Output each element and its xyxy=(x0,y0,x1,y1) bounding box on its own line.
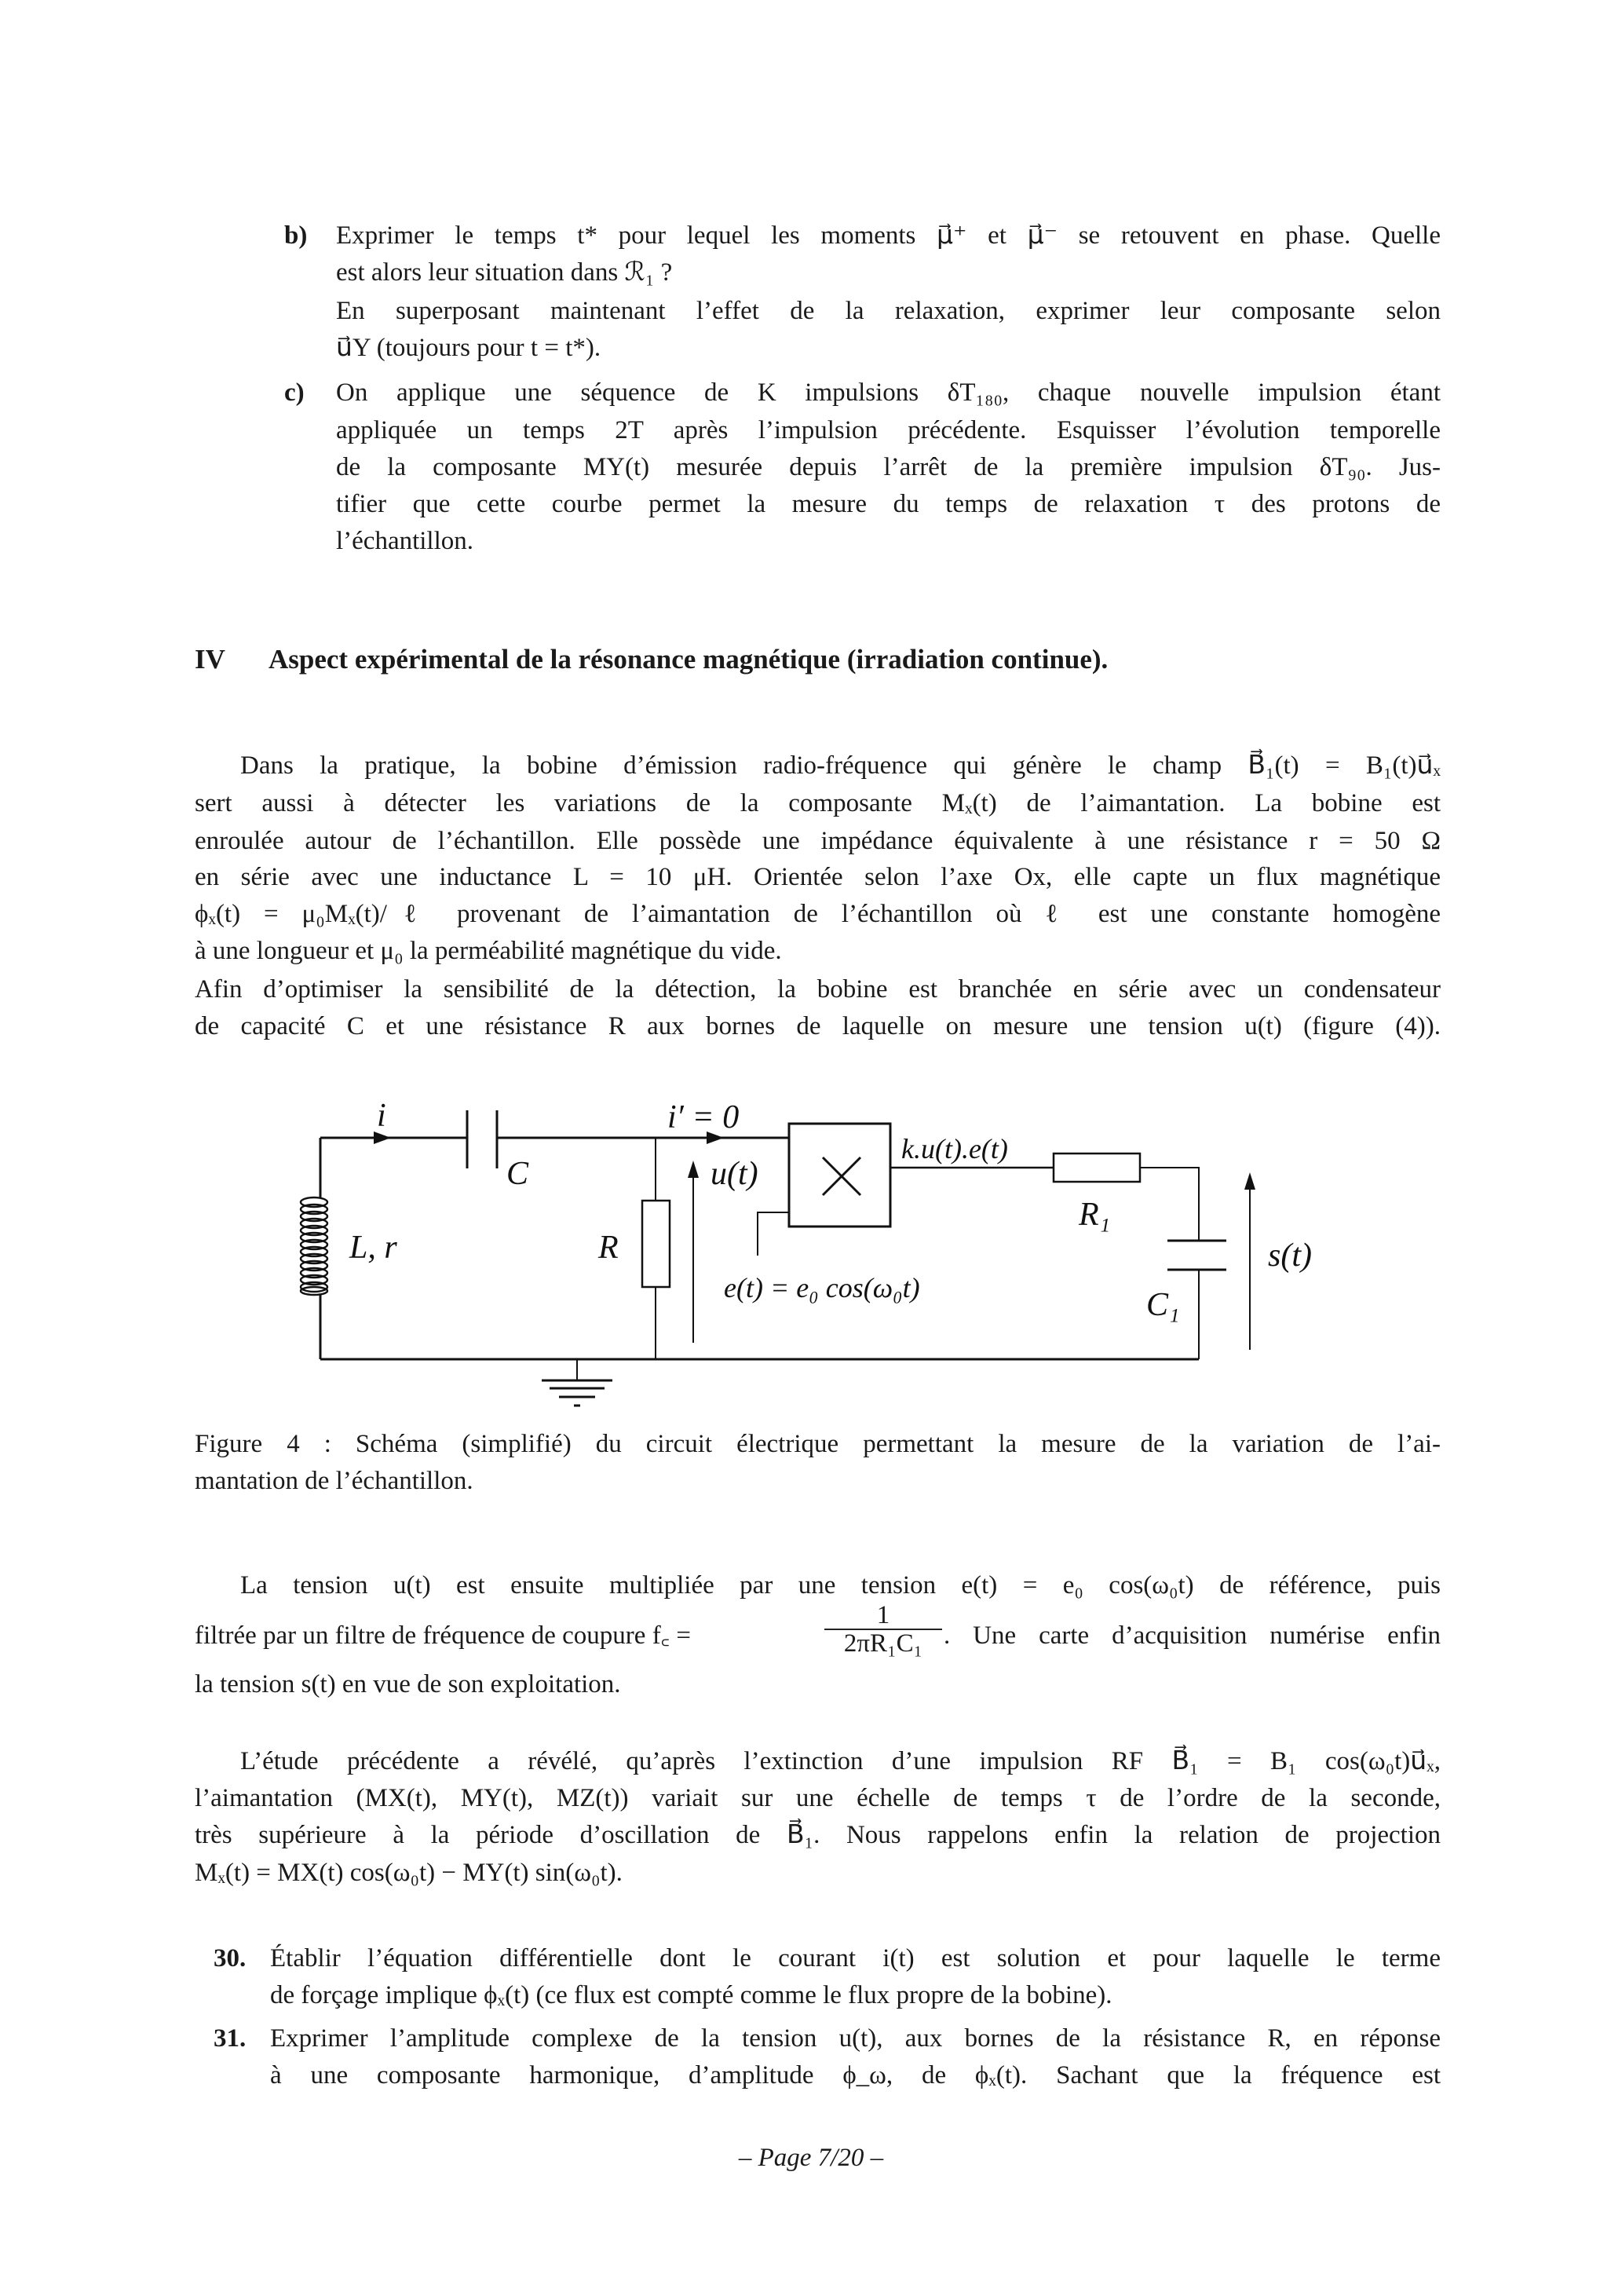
label-r: R xyxy=(598,1230,619,1266)
label-e: e(t) = e₀ cos(ω₀t) xyxy=(724,1272,920,1303)
paragraph-line: Mₓ(t) = MX(t) cos(ω₀t) − MY(t) sin(ω₀t). xyxy=(195,1859,623,1887)
question-30-number: 30. xyxy=(214,1944,247,1972)
cutoff-fraction xyxy=(824,1602,942,1657)
section-title: Aspect expérimental de la résonance magnétique (irradiation continue). xyxy=(269,644,1109,675)
page-number: – Page 7/20 – xyxy=(738,2144,884,2172)
paragraph-line: la tension s(t) en vue de son exploitation. xyxy=(195,1670,621,1698)
question-30-line: de forçage implique ϕₓ(t) (ce flux est compté comme le flux propre de la bobine). xyxy=(270,1981,1112,2009)
label-c1: C₁ xyxy=(1146,1287,1180,1323)
item-c-line: On applique une séquence de K impulsions δT₁₈₀, chaque nouvelle impulsion étant xyxy=(336,378,1441,407)
resistor-r xyxy=(642,1201,670,1287)
item-b-line: Exprimer le temps t* pour lequel les moments μ⃗⁺ et μ⃗⁻ se retouvent en phase. Quelle xyxy=(336,221,1441,250)
paragraph-line: ϕₓ(t) = μ₀Mₓ(t)/ℓ provenant de l’aimantation de l’échantillon où ℓ est une constante homogène xyxy=(195,900,1441,928)
label-product: k.u(t).e(t) xyxy=(901,1133,1008,1164)
item-c-line: appliquée un temps 2T après l’impulsion précédente. Esquisser l’évolution temporelle xyxy=(336,416,1441,444)
paragraph-line: . Une carte d’acquisition numérise enfin xyxy=(944,1621,1441,1650)
label-s: s(t) xyxy=(1268,1238,1312,1274)
inductor-coil xyxy=(301,1197,327,1295)
arrowhead-s xyxy=(1244,1172,1255,1190)
paragraph-line: Dans la pratique, la bobine d’émission radio-fréquence qui génère le champ B⃗₁(t) = B₁(t)u⃗ₓ xyxy=(240,751,1441,780)
paragraph-line: de capacité C et une résistance R aux bornes de laquelle on mesure une tension u(t) (figure (4)). xyxy=(195,1012,1441,1040)
paragraph-line: à une longueur et μ₀ la perméabilité magnétique du vide. xyxy=(195,937,782,965)
label-c: C xyxy=(506,1156,529,1192)
label-r1: R₁ xyxy=(1079,1197,1111,1233)
paragraph-line: Afin d’optimiser la sensibilité de la détection, la bobine est branchée en série avec un condensateur xyxy=(195,975,1441,1004)
question-30-line: Établir l’équation différentielle dont le courant i(t) est solution et pour laquelle le terme xyxy=(270,1944,1441,1972)
item-c-line: tifier que cette courbe permet la mesure du temps de relaxation τ des protons de xyxy=(336,490,1441,518)
wire xyxy=(1140,1168,1199,1241)
item-b-line: est alors leur situation dans ℛ₁ ? xyxy=(336,258,673,287)
paragraph-line: L’étude précédente a révélé, qu’après l’extinction d’une impulsion RF B⃗₁ = B₁ cos(ω₀t)u⃗ₓ, xyxy=(240,1747,1441,1775)
question-31-line: à une composante harmonique, d’amplitude ϕ_ω, de ϕₓ(t). Sachant que la fréquence est xyxy=(270,2061,1441,2089)
paragraph-line: filtrée par un filtre de fréquence de coupure f꜀ = xyxy=(195,1621,691,1650)
ground-icon xyxy=(542,1359,612,1406)
paragraph-line: l’aimantation (MX(t), MY(t), MZ(t)) variait sur une échelle de temps τ de l’ordre de la seconde, xyxy=(195,1784,1441,1812)
paragraph-line: La tension u(t) est ensuite multipliée par une tension e(t) = e₀ cos(ω₀t) de référence, puis xyxy=(240,1571,1441,1600)
paragraph-line: en série avec une inductance L = 10 μH. Orientée selon l’axe Ox, elle capte un flux magnétique xyxy=(195,863,1441,891)
section-number: IV xyxy=(195,644,225,675)
question-31-line: Exprimer l’amplitude complexe de la tension u(t), aux bornes de la résistance R, en réponse xyxy=(270,2024,1441,2053)
figure-caption: mantation de l’échantillon. xyxy=(195,1467,473,1495)
label-i-prime: i′ = 0 xyxy=(667,1099,740,1135)
item-c-line: l’échantillon. xyxy=(336,527,474,555)
paragraph-line: sert aussi à détecter les variations de la composante Mₓ(t) de l’aimantation. La bobine est xyxy=(195,789,1441,817)
item-c-label: c) xyxy=(284,378,305,407)
resistor-r1 xyxy=(1054,1153,1140,1182)
fraction-numerator: 1 xyxy=(876,1601,890,1629)
fraction-denominator: 2πR₁C₁ xyxy=(824,1629,942,1657)
label-u: u(t) xyxy=(711,1156,758,1192)
reference-input-wire xyxy=(758,1212,789,1256)
figure-caption: Figure 4 : Schéma (simplifié) du circuit électrique permettant la mesure de la variation de l’ai- xyxy=(195,1430,1441,1458)
item-b-label: b) xyxy=(284,221,308,250)
item-c-line: de la composante MY(t) mesurée depuis l’arrêt de la première impulsion δT₉₀. Jus- xyxy=(336,453,1441,481)
item-b-line: u⃗Y (toujours pour t = t*). xyxy=(336,334,601,362)
paragraph-line: très supérieure à la période d’oscillation de B⃗₁. Nous rappelons enfin la relation de projection xyxy=(195,1821,1441,1849)
item-b-line: En superposant maintenant l’effet de la relaxation, exprimer leur composante selon xyxy=(336,297,1441,325)
paragraph-line: enroulée autour de l’échantillon. Elle possède une impédance équivalente à une résistance r = 50 Ω xyxy=(195,827,1441,855)
label-l-r: L, r xyxy=(349,1230,397,1266)
arrowhead-u xyxy=(688,1161,699,1178)
label-i: i xyxy=(377,1098,386,1134)
question-31-number: 31. xyxy=(214,2024,247,2053)
